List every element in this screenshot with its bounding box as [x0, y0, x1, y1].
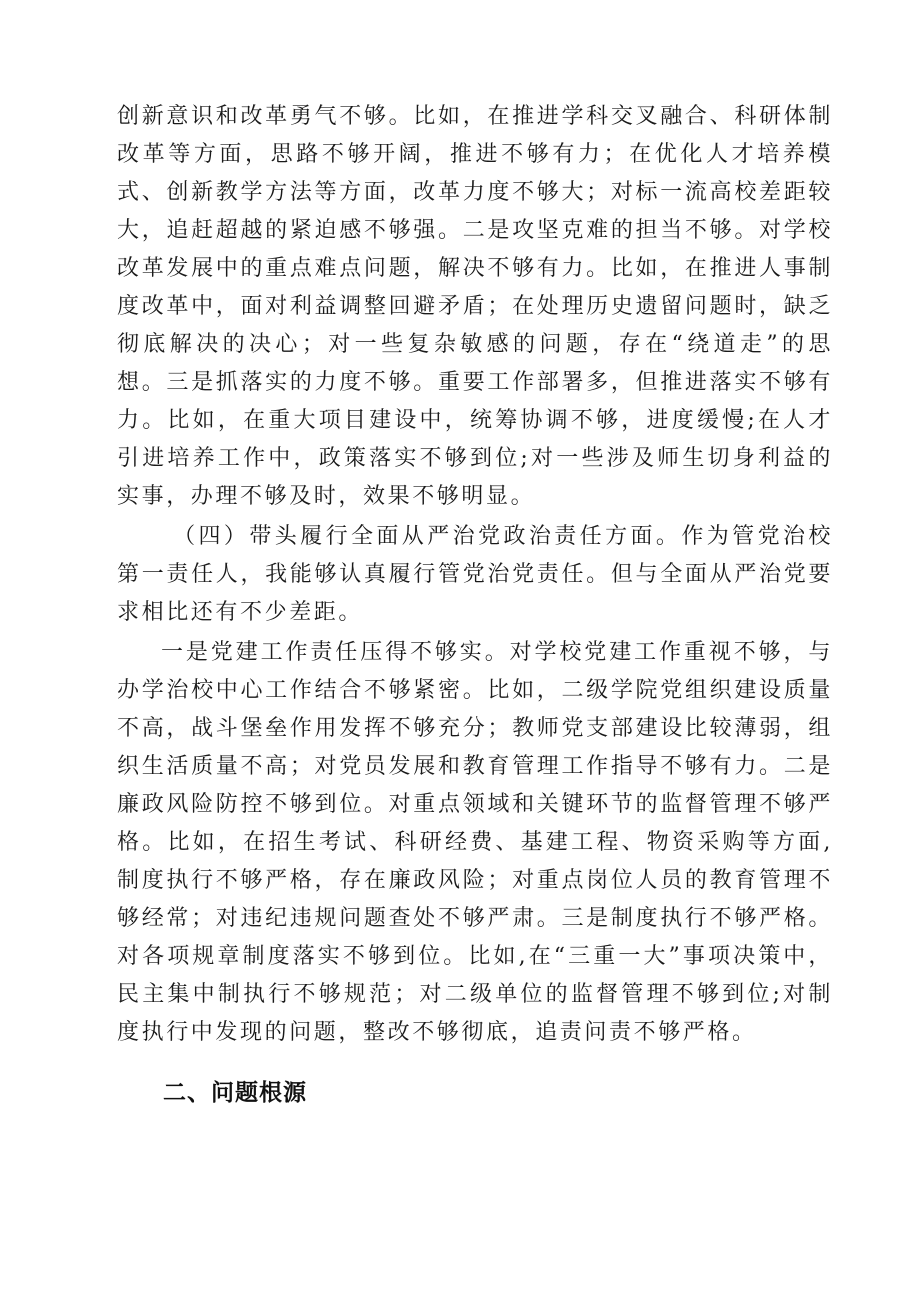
- section-heading: 二、问题根源: [163, 1080, 307, 1106]
- document-page: [117, 98, 833, 1112]
- paragraph-party-governance-intro: （四）带头履行全面从严治党政治责任方面。作为管党治校第一责任人，我能够认真履行管党治党责任。但与全面从严治党要求相比还有不少差距。: [117, 524, 833, 625]
- paragraph-party-building-responsibility: 一是党建工作责任压得不够实。对学校党建工作重视不够，与办学治校中心工作结合不够紧密。比如，二级学院党组织建设质量不高，战斗堡垒作用发挥不够充分；教师党支部建设比较薄弱，组织生活质量不高；对党员发展和教育管理工作指导不够有力。二是廉政风险防控不够到位。对重点领域和关键环节的监督管理不够严格。比如，在招生考试、科研经费、基建工程、物资采购等方面,制度执行不够严格，存在廉政风险；对重点岗位人员的教育管理不够经常；对违纪违规问题查处不够严肃。三是制度执行不够严格。对各项规章制度落实不够到位。比如,在“三重一大”事项决策中，民主集中制执行不够规范；对二级单位的监督管理不够到位;对制度执行中发现的问题，整改不够彻底，追责问责不够严格。: [117, 640, 833, 1045]
- paragraph-reform-courage: 创新意识和改革勇气不够。比如，在推进学科交叉融合、科研体制改革等方面，思路不够开阔，推进不够有力；在优化人才培养模式、创新教学方法等方面，改革力度不够大；对标一流高校差距较大，追赶超越的紧迫感不够强。二是攻坚克难的担当不够。对学校改革发展中的重点难点问题，解决不够有力。比如，在推进人事制度改革中，面对利益调整回避矛盾；在处理历史遗留问题时，缺乏彻底解决的决心；对一些复杂敏感的问题，存在“绕道走”的思想。三是抓落实的力度不够。重要工作部署多，但推进落实不够有力。比如，在重大项目建设中，统筹协调不够，进度缓慢;在人才引进培养工作中，政策落实不够到位;对一些涉及师生切身利益的实事，办理不够及时，效果不够明显。: [117, 104, 833, 509]
